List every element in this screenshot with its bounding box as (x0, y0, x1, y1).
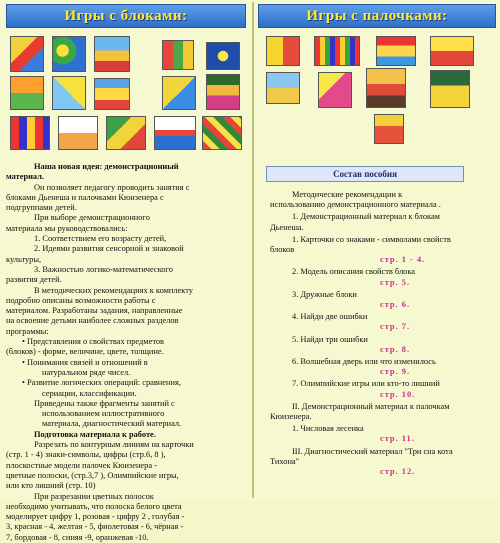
game-cover-thumbnail[interactable] (106, 116, 146, 150)
game-cover-thumbnail[interactable] (58, 116, 98, 150)
body-text-line: использованием иллюстративного (42, 409, 165, 419)
game-cover-thumbnail[interactable] (10, 36, 44, 72)
contents-item[interactable] (258, 424, 496, 444)
game-cover-thumbnail[interactable] (366, 68, 406, 108)
contents-item-title: блоков (270, 245, 295, 255)
game-cover-thumbnail[interactable] (266, 72, 300, 104)
body-text-line: развития детей. (6, 275, 62, 285)
body-text-line: подгруппами детей. (6, 203, 77, 213)
body-text-line: • Развитие логических операций: сравнения, (22, 378, 181, 388)
contents-item-title: II. Демонстрационный материал к палочкам (292, 401, 450, 411)
contents-item-title: 1. Карточки со знаками - символами свойств (292, 234, 451, 244)
body-text-line: Подготовка материала к работе. (34, 429, 156, 439)
body-text-line: 1. Соответствием его возрасту детей, (34, 234, 167, 244)
contents-item[interactable] (258, 212, 496, 232)
sticks-games-thumbnails (258, 36, 496, 136)
contents-item-title: 5. Найди три ошибки (292, 334, 368, 344)
left-body-text (6, 162, 246, 543)
page-number-label: стр. 12. (380, 467, 416, 477)
body-text-line: Наша новая идея: демонстрационный (34, 162, 179, 171)
game-cover-thumbnail[interactable] (162, 40, 194, 70)
game-cover-thumbnail[interactable] (52, 76, 86, 110)
game-cover-thumbnail[interactable] (52, 36, 86, 72)
contents-item-title: 2. Модель описания свойств блока (292, 267, 416, 277)
page-number-label: стр. 11. (380, 434, 415, 444)
body-text-line: (блоков) - форме, величине, цвете, толщине. (6, 347, 164, 357)
game-cover-thumbnail[interactable] (376, 36, 416, 66)
contents-item-title: 6. Волшебная дверь или что изменилось (292, 357, 436, 367)
body-text-line: В методических рекомендациях к комплекту (34, 285, 193, 295)
body-text-line: При выборе демонстрационного (34, 213, 150, 223)
body-text-line: 2. Идеями развития сенсорной и знаковой (34, 244, 184, 254)
contents-item[interactable] (258, 312, 496, 332)
contents-item[interactable] (258, 290, 496, 310)
body-text-line: материал. (6, 172, 44, 182)
contents-item-title: Кюизенера. (270, 412, 312, 422)
contents-heading: Состав пособия (266, 166, 464, 182)
contents-item-title: 4. Найди две ошибки (292, 312, 368, 322)
body-text-line: моделирует цифру 1, розовая - цифру 2 , голубая - (6, 512, 185, 522)
body-text-line: (стр. 1 - 4) знаки-символы, цифры (стр.6, 8 ), (6, 450, 166, 460)
body-text-line: материалом. Разработаны задания, направленные (6, 306, 183, 316)
right-column (258, 4, 496, 477)
game-cover-thumbnail[interactable] (430, 70, 470, 108)
sticks-games-banner: Игры с палочками: (258, 4, 496, 28)
game-cover-thumbnail[interactable] (202, 116, 242, 150)
contents-item[interactable] (258, 357, 496, 377)
intro-line: использованию демонстрационного материала . (270, 200, 441, 210)
page-number-label: стр. 10. (380, 389, 416, 399)
body-text-line: материала мы руководствовались: (6, 223, 128, 233)
body-text-line: блоками Дьенеша и палочками Кюизенера с (6, 192, 164, 202)
blocks-games-banner: Игры с блоками: (6, 4, 246, 28)
body-text-line: или кто лишний (стр. 10) (6, 481, 96, 491)
contents-item[interactable] (258, 235, 496, 266)
game-cover-thumbnail[interactable] (154, 116, 196, 150)
left-column (6, 4, 246, 543)
body-text-line: Разрезать по контурным линиям на карточки (34, 440, 194, 450)
body-text-line: культуры, (6, 254, 42, 264)
body-text-line: 7, бордовая - 8, синяя -9, оранжевая -10. (6, 532, 149, 542)
contents-item[interactable] (258, 447, 496, 478)
body-text-line: плоскостные модели палочек Кюизенера - (6, 460, 157, 470)
body-text-line: на освоение детьми наиболее сложных разделов (6, 316, 179, 326)
game-cover-thumbnail[interactable] (162, 76, 196, 110)
body-text-line: При разрезании цветных полосок (34, 491, 154, 501)
page-number-label: стр. 5. (380, 277, 411, 287)
contents-item-title: 7. Олимпийские игры или кто-то лишний (292, 379, 440, 389)
blocks-games-thumbnails (6, 36, 246, 154)
body-text-line: необходимо учитывать, что полоска белого цвета (6, 501, 182, 511)
body-text-line: • Представления о свойствах предметов (22, 337, 165, 347)
game-cover-thumbnail[interactable] (10, 76, 44, 110)
intro-line: Методические рекомендации к (292, 190, 403, 199)
game-cover-thumbnail[interactable] (206, 42, 240, 70)
page-number-label: стр. 7. (380, 322, 411, 332)
game-cover-thumbnail[interactable] (430, 36, 474, 66)
game-cover-thumbnail[interactable] (94, 78, 130, 110)
game-cover-thumbnail[interactable] (266, 36, 300, 66)
game-cover-thumbnail[interactable] (374, 114, 404, 144)
page-number-label: стр. 6. (380, 300, 411, 310)
contents-item-title: 1. Демонстрационный материал к блокам (292, 212, 440, 222)
game-cover-thumbnail[interactable] (314, 36, 360, 66)
body-text-line: натуральном ряде чисел. (42, 367, 131, 377)
game-cover-thumbnail[interactable] (318, 72, 352, 108)
contents-list (258, 190, 496, 477)
contents-item-title: 1. Числовая лесенка (292, 424, 364, 434)
contents-item-title: III. Диагностический материал "Три сна кота (292, 446, 453, 456)
game-cover-thumbnail[interactable] (206, 74, 240, 110)
body-text-line: материала, диагностический материал. (42, 419, 182, 429)
contents-intro (258, 190, 496, 210)
body-text-line: программы: (6, 326, 49, 336)
contents-item[interactable] (258, 379, 496, 399)
page-number-label: стр. 8. (380, 344, 411, 354)
page-number-label: стр. 9. (380, 367, 411, 377)
contents-item-title: Дьенеша. (270, 222, 304, 232)
contents-item[interactable] (258, 402, 496, 422)
contents-item-title: Тихона" (270, 456, 300, 466)
body-text-line: 3. Важностью логико-математического (34, 264, 173, 274)
game-cover-thumbnail[interactable] (94, 36, 130, 72)
body-text-line: Он позволяет педагогу проводить занятия с (34, 182, 190, 192)
body-text-line: цветные полоски, (стр.3,7 ), Олимпийские игры, (6, 470, 179, 480)
game-cover-thumbnail[interactable] (10, 116, 50, 150)
body-text-line: Приведены также фрагменты занятий с (34, 398, 175, 408)
page-number-label: стр. 1 - 4. (380, 255, 426, 265)
body-text-line: • Понимания связей и отношений в (22, 357, 148, 367)
body-text-line: сериации, классификации. (42, 388, 137, 398)
contents-item-title: 3. Дружные блоки (292, 289, 357, 299)
contents-item[interactable] (258, 335, 496, 355)
contents-item[interactable] (258, 267, 496, 287)
body-text-line: 3, красная - 4, желтая - 5, фиолетовая - 6, чёрная - (6, 522, 184, 532)
column-divider (252, 2, 254, 498)
body-text-line: подробно описаны возможности работы с (6, 295, 156, 305)
